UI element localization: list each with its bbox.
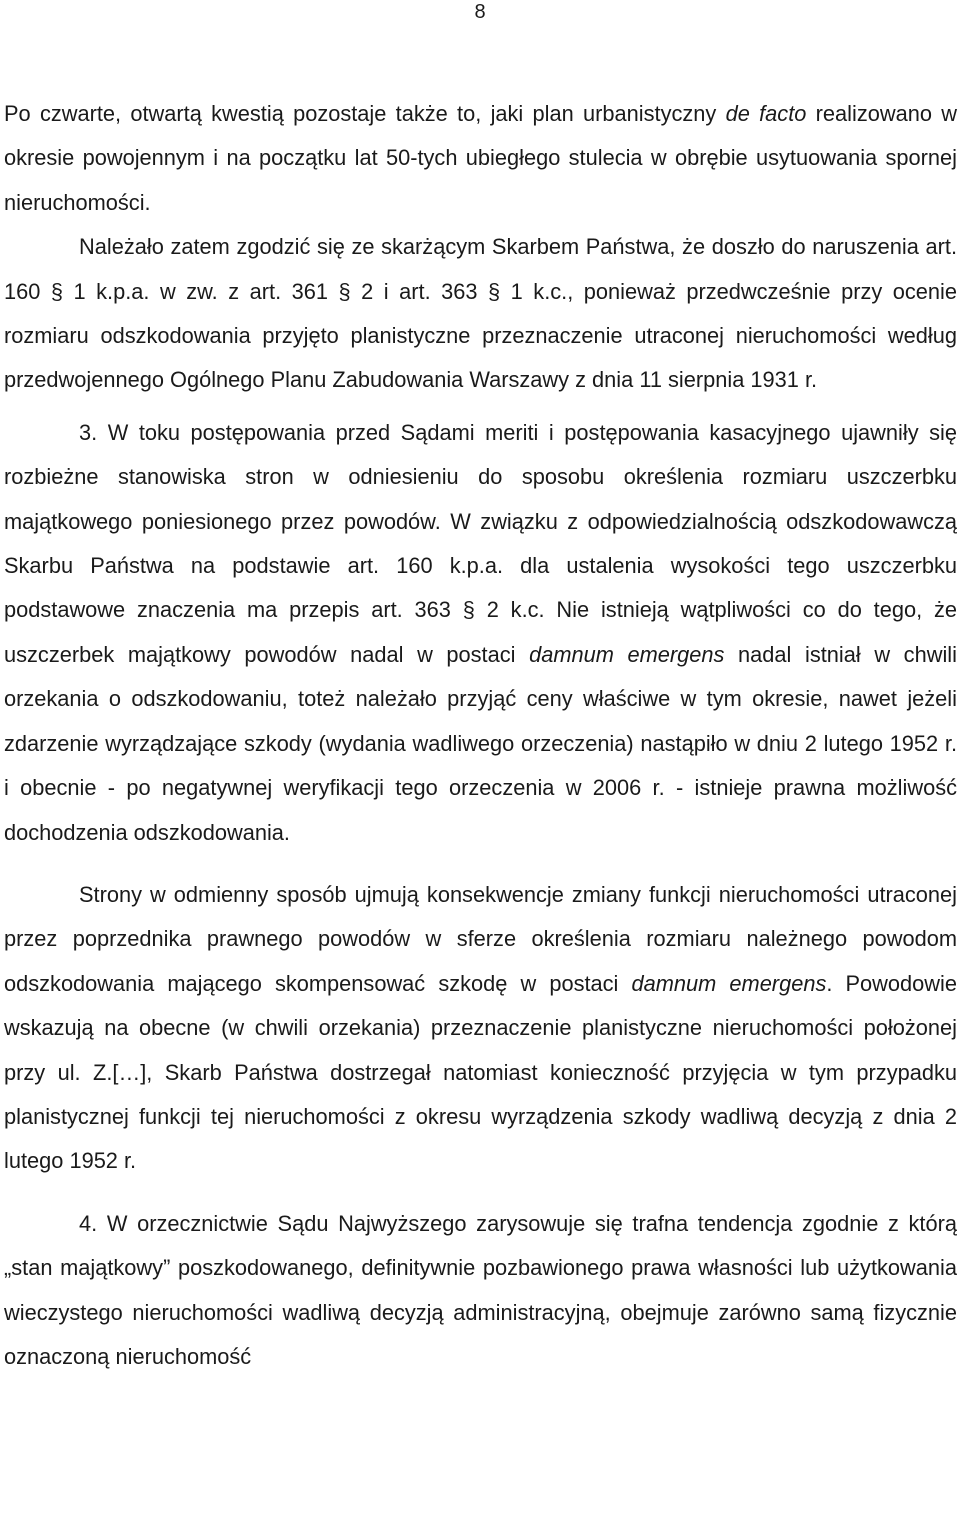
paragraph-1 bbox=[4, 92, 957, 225]
paragraph-3-italic: damnum emergens bbox=[529, 641, 725, 667]
paragraph-5 bbox=[4, 1202, 957, 1380]
paragraph-4 bbox=[4, 873, 957, 1184]
paragraph-4-text-a: Strony w odmienny sposób ujmują konsekwencje zmiany funkcji nieruchomości utraconej przez poprzednika prawnego powodów w sferze określenia rozmiaru należnego powodom odszkodowania mającego skompensować szkodę w postaci bbox=[4, 881, 957, 996]
paragraph-3 bbox=[4, 411, 957, 855]
page-number: 8 bbox=[474, 1, 486, 23]
paragraph-2-text: Należało zatem zgodzić się ze skarżącym Skarbem Państwa, że doszło do naruszenia art. 160 § 1 k.p.a. w zw. z art. 361 § 2 i art. 363 § 1 k.c., ponieważ przedwcześnie przy ocenie rozmiaru odszkodowania przyjęto planistyczne przeznaczenie utraconej nieruchomości według przedwojennego Ogólnego Planu Zabudowania Warszawy z dnia 11 sierpnia 1931 r. bbox=[4, 234, 957, 393]
paragraph-1-text-b: realizowano w okresie powojennym i na początku lat 50-tych ubiegłego stulecia w obrębie usytuowania spornej nieruchomości. bbox=[4, 101, 957, 215]
paragraph-3-text-b: nadal istniał w chwili orzekania o odszkodowaniu, toteż należało przyjąć ceny właściwe w tym okresie, nawet jeżeli zdarzenie wyrządzające szkody (wydania wadliwego orzeczenia) nastąpiło w dniu 2 lutego 1952 r. i obecnie - po negatywnej weryfikacji tego orzeczenia w 2006 r. - istnieje prawna możliwość dochodzenia odszkodowania. bbox=[4, 641, 957, 845]
document-body bbox=[4, 92, 957, 1379]
paragraph-1-italic: de facto bbox=[725, 101, 807, 126]
paragraph-1-text-a: Po czwarte, otwartą kwestią pozostaje także to, jaki plan urbanistyczny bbox=[4, 101, 726, 126]
paragraph-3-text-a: 3. W toku postępowania przed Sądami meriti i postępowania kasacyjnego ujawniły się rozbieżne stanowiska stron w odniesieniu do sposobu określenia rozmiaru uszczerbku majątkowego poniesionego przez powodów. W związku z odpowiedzialnością odszkodowawczą Skarbu Państwa na podstawie art. 160 k.p.a. dla ustalenia wysokości tego uszczerbku podstawowe znaczenia ma przepis art. 363 § 2 k.c. Nie istnieją wątpliwości co do tego, że uszczerbek majątkowy powodów nadal w postaci bbox=[4, 419, 957, 667]
paragraph-4-text-b: . Powodowie wskazują na obecne (w chwili orzekania) przeznaczenie planistyczne nieruchomości położonej przy ul. Z.[…], Skarb Państwa dostrzegał natomiast konieczność przyjęcia w tym przypadku planistycznej funkcji tej nieruchomości z okresu wyrządzenia szkody wadliwą decyzją z dnia 2 lutego 1952 r. bbox=[4, 970, 957, 1174]
paragraph-2 bbox=[4, 225, 957, 403]
paragraph-4-italic: damnum emergens bbox=[631, 970, 827, 996]
paragraph-5-text: 4. W orzecznictwie Sądu Najwyższego zarysowuje się trafna tendencja zgodnie z którą „stan majątkowy” poszkodowanego, definitywnie pozbawionego prawa własności lub użytkowania wieczystego nieruchomości wadliwą decyzją administracyjną, obejmuje zarówno samą fizycznie oznaczoną nieruchomość bbox=[4, 1210, 957, 1369]
